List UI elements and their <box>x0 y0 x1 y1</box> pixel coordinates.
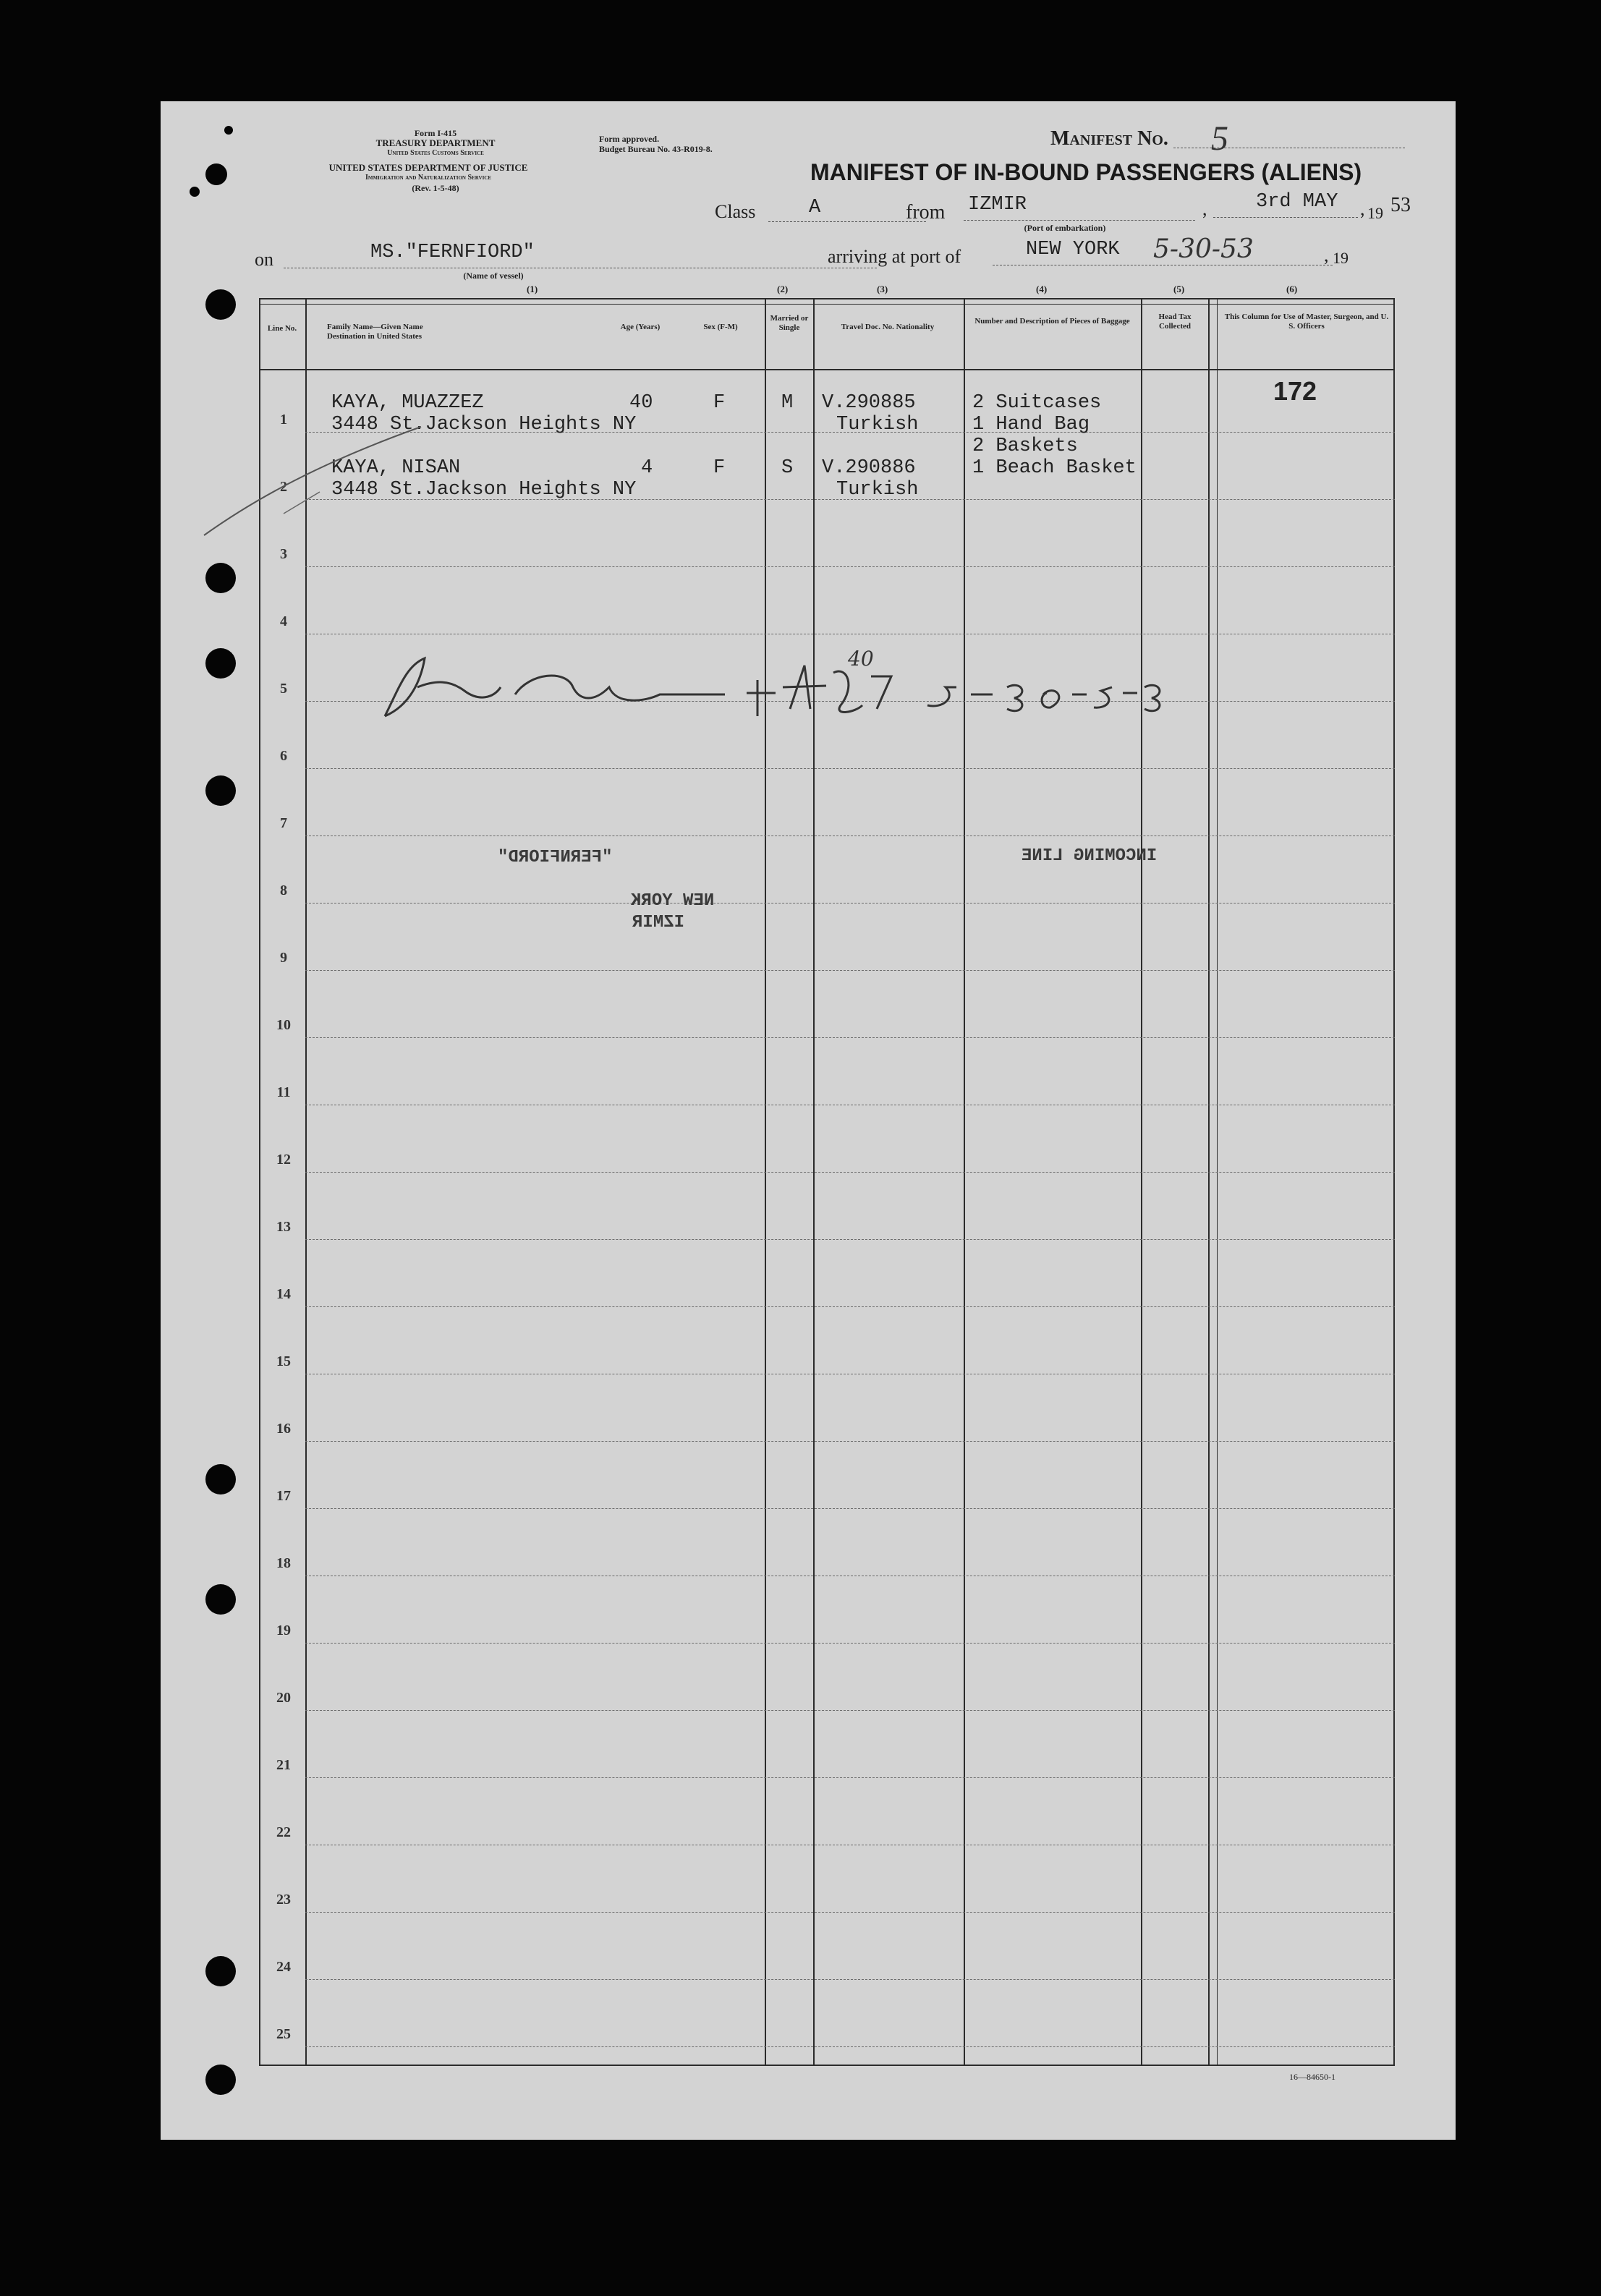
budget-bureau: Budget Bureau No. 43-R019-8. <box>599 144 713 154</box>
punch-hole-3 <box>205 648 236 679</box>
col-divider-married <box>765 298 766 2066</box>
line-number: 6 <box>280 748 287 764</box>
col-divider-officers-2 <box>1217 298 1218 2066</box>
col-divider-line <box>305 298 307 2066</box>
port-stamp-new-york: NEW YORK <box>631 891 715 911</box>
arrival-comma: , <box>1324 245 1329 265</box>
passenger-1-name: KAYA, MUAZZEZ <box>331 392 484 414</box>
row-rule <box>305 970 1395 971</box>
from-label: from <box>906 201 946 224</box>
manifest-page <box>161 101 1456 2140</box>
passenger-1-sex: F <box>713 392 726 414</box>
year-suffix: 53 <box>1390 194 1411 216</box>
row-rule <box>305 2046 1395 2047</box>
form-approved: Form approved. <box>599 134 660 144</box>
line-number: 19 <box>276 1623 291 1638</box>
hdr-married: Married or Single <box>770 314 809 332</box>
row-rule <box>305 566 1395 567</box>
passenger-2-baggage-1: 1 Beach Basket <box>972 457 1137 479</box>
row-rule <box>305 1239 1395 1240</box>
passenger-2-sex: F <box>713 457 726 479</box>
punch-hole-2 <box>205 563 236 593</box>
line-number: 2 <box>280 479 287 495</box>
header-rule <box>259 369 1395 370</box>
hdr-sex: Sex (F-M) <box>703 323 738 331</box>
punch-hole-6 <box>205 1584 236 1615</box>
vessel-name: MS."FERNFIORD" <box>370 242 535 263</box>
date-value: 3rd MAY <box>1256 191 1338 213</box>
passenger-2-doc: V.290886 <box>822 457 916 479</box>
manifest-no-value: 5 <box>1211 119 1228 158</box>
vessel-stamp: "FERNFIORD" <box>498 848 613 867</box>
line-number: 16 <box>276 1421 291 1437</box>
hdr-name: Family Name—Given Name Destination in United States <box>327 323 423 341</box>
year-prefix: 19 <box>1367 204 1383 222</box>
manifest-title: MANIFEST OF IN-BOUND PASSENGERS (ALIENS) <box>810 159 1362 185</box>
handwritten-signature <box>356 637 1412 738</box>
line-number: 3 <box>280 546 287 562</box>
row-rule <box>305 1441 1395 1442</box>
line-number: 25 <box>276 2026 291 2042</box>
row-rule <box>305 1172 1395 1173</box>
col-divider-baggage <box>964 298 965 2066</box>
port-stamp-izmir: IZMIR <box>632 913 685 932</box>
port-embark-caption: (Port of embarkation) <box>1024 223 1106 233</box>
row-rule <box>305 1777 1395 1778</box>
line-number: 12 <box>276 1152 291 1168</box>
line-number: 22 <box>276 1824 291 1840</box>
punch-hole-5 <box>205 1464 236 1494</box>
passenger-1-baggage-2: 1 Hand Bag <box>972 414 1090 435</box>
on-label: on <box>255 249 273 270</box>
arrival-date: 5-30-53 <box>1153 234 1254 264</box>
line-number: 17 <box>276 1488 291 1504</box>
port-embark-line <box>964 220 1195 221</box>
line-number: 10 <box>276 1017 291 1033</box>
punch-hole-4 <box>205 775 236 806</box>
line-number: 11 <box>276 1084 291 1100</box>
row-rule <box>305 1979 1395 1980</box>
manifest-no-label: Manifest No. <box>1050 127 1168 150</box>
ink-spot <box>224 126 233 135</box>
col-num-1: (1) <box>527 284 538 294</box>
passenger-1-nationality: Turkish <box>836 414 919 435</box>
passenger-1-marital: M <box>781 392 794 414</box>
hdr-age: Age (Years) <box>620 323 661 331</box>
line-number: 1 <box>280 412 287 428</box>
line-number: 7 <box>280 815 287 831</box>
col-divider-doc <box>813 298 815 2066</box>
passenger-1-doc: V.290885 <box>822 392 916 414</box>
line-number: 18 <box>276 1555 291 1571</box>
passenger-2-marital: S <box>781 457 794 479</box>
line-number: 24 <box>276 1959 291 1975</box>
form-id: Form I-415 <box>414 128 457 138</box>
hdr-head-tax: Head Tax Collected <box>1158 312 1192 331</box>
line-number: 4 <box>280 613 287 629</box>
line-number: 8 <box>280 883 287 898</box>
form-code: 16—84650-1 <box>1289 2072 1335 2082</box>
col-num-3: (3) <box>877 284 888 294</box>
row-rule <box>305 1643 1395 1644</box>
passenger-1-baggage-3: 2 Baskets <box>972 435 1078 457</box>
arrival-port: NEW YORK <box>1026 239 1120 260</box>
col-num-6: (6) <box>1286 284 1298 294</box>
svg-text:40: 40 <box>848 647 874 671</box>
class-label: Class <box>715 201 756 222</box>
incoming-line-stamp: INCOMING LINE <box>1022 846 1158 866</box>
hdr-line-no: Line No. <box>267 324 297 333</box>
col-num-5: (5) <box>1173 284 1185 294</box>
port-embark-value: IZMIR <box>968 194 1027 216</box>
date-line <box>1213 217 1358 218</box>
line-number: 15 <box>276 1353 291 1369</box>
punch-hole-1 <box>205 289 236 320</box>
row-rule <box>305 1306 1395 1307</box>
line-number: 5 <box>280 681 287 697</box>
date-comma: , <box>1202 198 1207 219</box>
col-num-2: (2) <box>777 284 789 294</box>
passenger-1-age: 40 <box>629 392 653 414</box>
arriving-label: arriving at port of <box>828 246 961 267</box>
line-number: 21 <box>276 1757 291 1773</box>
passenger-1-destination: 3448 St.Jackson Heights NY <box>331 414 637 435</box>
passenger-2-age: 4 <box>641 457 653 479</box>
row-rule <box>305 1508 1395 1509</box>
punch-hole-7 <box>205 1956 236 1986</box>
pencil-mark <box>197 412 428 543</box>
row-rule <box>305 768 1395 769</box>
passenger-2-destination: 3448 St.Jackson Heights NY <box>331 479 637 501</box>
punch-hole-8 <box>205 2065 236 2095</box>
arrival-year: 19 <box>1333 249 1349 267</box>
passenger-1-baggage-1: 2 Suitcases <box>972 392 1102 414</box>
row-rule <box>305 1710 1395 1711</box>
vessel-caption: (Name of vessel) <box>463 271 524 281</box>
passenger-2-name: KAYA, NISAN <box>331 457 461 479</box>
punch-hole-top <box>205 163 227 185</box>
col-divider-officers <box>1208 298 1210 2066</box>
year-comma: , <box>1360 198 1365 219</box>
customs-service: United States Customs Service <box>387 149 484 157</box>
hdr-baggage: Number and Description of Pieces of Baggage <box>974 317 1130 326</box>
row-rule <box>305 1037 1395 1038</box>
hdr-travel-doc: Travel Doc. No. Nationality <box>841 323 935 331</box>
class-line <box>768 221 926 222</box>
col-divider-tax <box>1141 298 1142 2066</box>
revision-date: (Rev. 1-5-48) <box>412 183 459 193</box>
col-num-4: (4) <box>1036 284 1048 294</box>
line-number: 20 <box>276 1690 291 1706</box>
passenger-1-officer-note: 172 <box>1273 376 1317 406</box>
ink-spot-2 <box>190 187 200 197</box>
table-top-rule <box>259 304 1395 305</box>
treasury-dept: TREASURY DEPARTMENT <box>375 137 496 148</box>
justice-dept: UNITED STATES DEPARTMENT OF JUSTICE <box>328 162 528 173</box>
manifest-table <box>259 298 1395 2066</box>
line-number: 9 <box>280 950 287 966</box>
line-number: 14 <box>276 1286 291 1302</box>
ins-service: Immigration and Naturalization Service <box>365 174 492 182</box>
hdr-officers: This Column for Use of Master, Surgeon, and U. S. Officers <box>1224 312 1389 331</box>
row-rule <box>305 1912 1395 1913</box>
line-number: 13 <box>276 1219 291 1235</box>
passenger-2-nationality: Turkish <box>836 479 919 501</box>
line-number: 23 <box>276 1892 291 1908</box>
class-value: A <box>809 197 821 218</box>
